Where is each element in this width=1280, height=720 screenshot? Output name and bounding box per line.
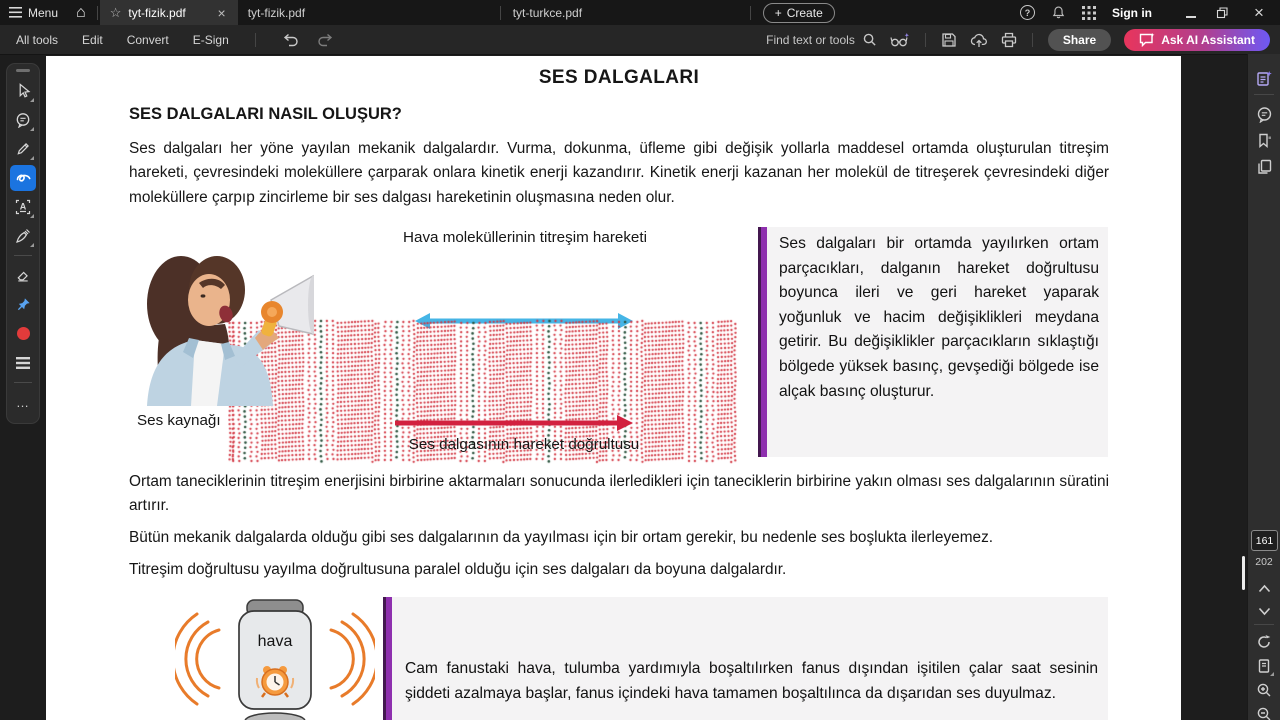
restore-button[interactable] xyxy=(1216,7,1234,19)
help-icon[interactable]: ? xyxy=(1020,5,1035,20)
sound-wave-figure xyxy=(129,224,1154,460)
highlight-pen-tool-button[interactable] xyxy=(10,136,36,162)
bell-jar-figure xyxy=(175,598,375,720)
pencil-icon xyxy=(16,141,31,156)
upload-cloud-icon[interactable] xyxy=(970,32,988,48)
add-text-tool-button[interactable] xyxy=(10,194,36,220)
app-grid-icon[interactable] xyxy=(1082,6,1096,20)
quick-tools-palette xyxy=(6,63,40,424)
tab-label: tyt-turkce.pdf xyxy=(512,5,583,20)
paragraph: Titreşim doğrultusu yayılma doğrultusuna paralel olduğu için ses dalgaları da boyuna dalgalardır. xyxy=(129,561,787,578)
palette-drag-handle[interactable] xyxy=(16,69,30,72)
share-button[interactable] xyxy=(1048,29,1111,51)
tab-tyt-fizik-2[interactable] xyxy=(238,0,498,25)
woman-with-megaphone-image xyxy=(129,238,314,408)
page-view-icon xyxy=(1257,658,1272,674)
rotate-page-button[interactable] xyxy=(1252,630,1276,654)
paragraph: Ses dalgaları her yöne yayılan mekanik dalgalardır. Vurma, dokunma, üfleme gibi değişik yollarla maddesel ortamda oluşturulan titreşim hareketi, çevresindeki moleküllere çarparak onlara kinetik enerji kazandırır. Kinetik enerji kazanan her molekül de titreşerek çevresindeki diğer moleküllere çarpıp zincirleme bir ses dalgası hareketinin oluşmasına neden olur. xyxy=(129,140,1109,206)
eraser-tool-button[interactable] xyxy=(10,263,36,289)
jar-label: hava xyxy=(257,633,293,650)
menu-label: Menu xyxy=(28,5,59,20)
record-red-circle-icon xyxy=(17,327,30,340)
doc-heading: SES DALGALARI NASIL OLUŞUR? xyxy=(129,105,402,123)
previous-page-button[interactable] xyxy=(1252,576,1276,600)
minimize-icon xyxy=(1186,16,1196,18)
info-box-1-text: Ses dalgaları bir ortamda yayılırken ortam parçacıkları, dalganın hareket doğrultusu boyunca ileri ve geri hareket yaparak yoğunluk ve hacim değişiklikleri meydana getirir. Bu değişiklikler parçacıkların sıklaştığı bölgede yüksek basınç, gevşediği bölgede ise alçak basınç oluşturur. xyxy=(779,235,1099,400)
all-tools-button[interactable]: All tools xyxy=(16,32,59,47)
figure-source-label: Ses kaynağı xyxy=(137,412,221,429)
bookmarks-panel-button[interactable] xyxy=(1252,128,1276,152)
sign-in-button[interactable]: Sign in xyxy=(1112,5,1152,20)
divider xyxy=(14,255,32,256)
current-page-input[interactable] xyxy=(1251,530,1278,551)
comment-bubble-icon xyxy=(15,112,31,128)
tab-label: tyt-fizik.pdf xyxy=(128,5,186,20)
zoom-in-button[interactable] xyxy=(1252,678,1276,702)
glasses-sparkle-icon[interactable] xyxy=(890,32,910,48)
total-pages-label: 202 xyxy=(1255,556,1273,568)
cursor-arrow-icon xyxy=(16,83,31,98)
divider xyxy=(255,33,256,47)
redo-icon[interactable] xyxy=(317,33,334,47)
current-page-value: 161 xyxy=(1255,534,1274,547)
pdf-page[interactable] xyxy=(46,56,1181,720)
chevron-up-icon xyxy=(1258,584,1271,593)
more-tools-button[interactable] xyxy=(10,390,36,416)
ask-ai-label: Ask AI Assistant xyxy=(1161,32,1255,47)
info-box-1 xyxy=(758,227,1108,457)
scrollbar-thumb[interactable] xyxy=(1242,556,1245,590)
tab-close-icon[interactable]: × xyxy=(217,4,226,21)
right-rail xyxy=(1247,54,1280,720)
undo-icon[interactable] xyxy=(282,33,299,47)
print-icon[interactable] xyxy=(1001,32,1017,48)
esign-button[interactable]: E-Sign xyxy=(192,32,229,47)
paragraph: Ortam taneciklerinin titreşim enerjisini birbirine aktarmaları sonucunda ilerledikleri için taneciklerin birbirine yakın olması ses dalgalarının süratini artırır. xyxy=(129,473,1109,515)
ai-assistant-panel-button[interactable] xyxy=(1252,66,1276,90)
restore-icon xyxy=(1216,7,1228,19)
figure-top-label: Hava moleküllerinin titreşim hareketi xyxy=(403,229,647,246)
ellipsis-icon: … xyxy=(16,394,30,410)
star-icon: ☆ xyxy=(109,5,122,20)
thick-lines-icon xyxy=(16,357,30,369)
ai-document-sparkle-icon xyxy=(1256,70,1273,87)
info-box-2 xyxy=(383,597,1108,720)
chevron-down-icon xyxy=(1258,607,1271,616)
reading-lines-tool-button[interactable] xyxy=(10,350,36,376)
purple-accent-bar xyxy=(758,227,767,457)
page-thumbnails-button[interactable] xyxy=(1252,154,1276,178)
title-bar xyxy=(0,0,1280,25)
tab-tyt-fizik-active[interactable] xyxy=(100,0,238,25)
draw-tool-button-selected[interactable] xyxy=(10,165,36,191)
zoom-in-icon xyxy=(1256,682,1272,698)
eraser-icon xyxy=(15,268,31,283)
plus-icon: + xyxy=(774,5,782,20)
figure-bottom-label: Ses dalgasının hareket doğrultusu xyxy=(408,436,640,453)
paragraph: Bütün mekanik dalgalarda olduğu gibi ses dalgalarının da yayılması için bir ortam gerekir, bu nedenle ses boşlukta ilerleyemez. xyxy=(129,529,994,546)
divider xyxy=(1032,33,1033,47)
edit-button[interactable]: Edit xyxy=(82,32,103,47)
find-text-field[interactable] xyxy=(766,32,877,47)
home-icon: ⌂ xyxy=(76,3,86,21)
tab-tyt-turkce[interactable] xyxy=(503,0,748,25)
home-button[interactable] xyxy=(67,0,95,25)
pushpin-icon xyxy=(16,297,31,312)
menu-button[interactable] xyxy=(0,0,67,25)
comment-tool-button[interactable] xyxy=(10,107,36,133)
ask-ai-assistant-button[interactable] xyxy=(1124,29,1270,51)
purple-accent-bar xyxy=(383,597,392,720)
zoom-out-button[interactable] xyxy=(1252,702,1276,720)
create-button[interactable] xyxy=(763,3,835,23)
toolbar xyxy=(0,25,1280,55)
add-text-icon xyxy=(15,199,31,215)
convert-button[interactable]: Convert xyxy=(126,32,169,47)
bell-jar-figure-row xyxy=(129,596,1154,720)
find-label: Find text or tools xyxy=(766,32,855,47)
divider xyxy=(14,382,32,383)
divider xyxy=(1254,94,1274,95)
svg-text:A: A xyxy=(19,201,27,211)
divider xyxy=(500,6,501,20)
minimize-button[interactable] xyxy=(1182,5,1200,21)
divider xyxy=(925,33,926,47)
divider xyxy=(750,6,751,20)
fountain-pen-icon xyxy=(15,228,31,244)
info-box-2-text: Cam fanustaki hava, tulumba yardımıyla boşaltılırken fanus dışından işitilen çalar saat sesinin şiddeti azalmaya başlar, fanus içindeki hava tamamen boşaltılınca da dışarıdan ses duyulmaz. xyxy=(405,660,1098,702)
next-page-button[interactable] xyxy=(1252,599,1276,623)
tab-label: tyt-fizik.pdf xyxy=(247,5,306,20)
record-tool-button[interactable] xyxy=(10,321,36,347)
ai-chat-icon xyxy=(1139,33,1155,47)
draw-squiggle-icon xyxy=(15,170,32,185)
notifications-bell-icon[interactable] xyxy=(1051,5,1066,20)
hamburger-icon xyxy=(9,7,22,18)
red-direction-arrow xyxy=(393,415,635,431)
divider xyxy=(1254,624,1274,625)
save-icon[interactable] xyxy=(941,32,957,48)
create-label: Create xyxy=(786,5,823,20)
pages-copy-icon xyxy=(1256,158,1273,175)
comments-panel-button[interactable] xyxy=(1252,102,1276,126)
share-label: Share xyxy=(1062,32,1097,47)
doc-title: SES DALGALARI xyxy=(538,67,700,88)
search-icon xyxy=(862,32,877,47)
pin-tool-button[interactable] xyxy=(10,292,36,318)
fill-sign-tool-button[interactable] xyxy=(10,223,36,249)
divider xyxy=(97,6,98,20)
select-tool-button[interactable] xyxy=(10,78,36,104)
close-window-button[interactable]: × xyxy=(1254,2,1264,22)
zoom-out-icon xyxy=(1256,706,1272,720)
bookmark-icon xyxy=(1256,132,1273,149)
page-view-options-button[interactable] xyxy=(1252,654,1276,678)
comments-icon xyxy=(1256,106,1273,123)
rotate-clockwise-icon xyxy=(1256,634,1272,650)
